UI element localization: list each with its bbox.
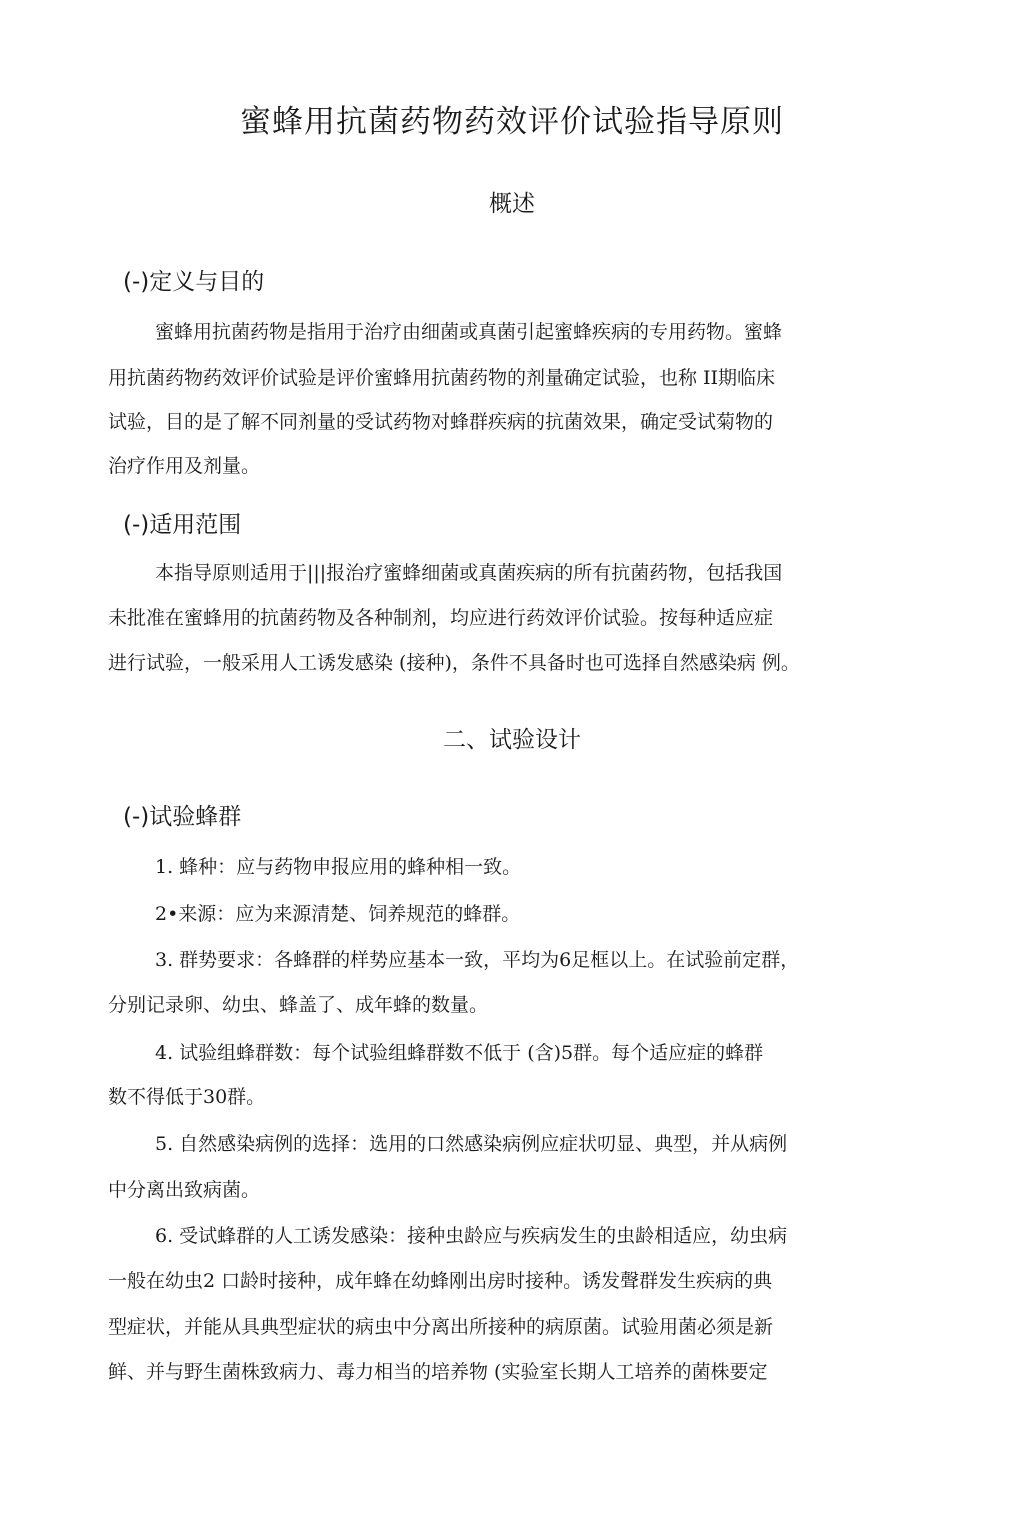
paragraph-line: 治疗作用及剂量。 [108, 455, 261, 477]
list-item-continuation: 数不得低于30群。 [108, 1086, 266, 1108]
section-overview-title: 概述 [489, 191, 535, 217]
paragraph-line: 蜜蜂用抗菌药物是指用于治疗由细菌或真菌引起蜜蜂疾病的专用药物。蜜蜂 [155, 321, 783, 343]
heading-scope: (-)适用范围 [123, 512, 242, 538]
paragraph-line: 本指导原则适用于|||报治疗蜜蜂细菌或真菌疾病的所有抗菌药物，包括我国 [155, 562, 783, 584]
list-item-continuation: 型症状，并能从具典型症状的病虫中分离出所接种的病原菌。试验用菌必须是新 [108, 1316, 774, 1338]
list-item: 2•来源：应为来源清楚、饲养规范的蜂群。 [155, 903, 521, 925]
list-item: 5. 自然感染病例的选择：选用的口然感染病例应症状叨显、典型，并从病例 [155, 1133, 788, 1155]
list-item: 1. 蜂种：应与药物申报应用的蜂种相一致。 [155, 856, 522, 878]
paragraph-line: 用抗菌药物药效评价试验是评价蜜蜂用抗菌药物的剂量确定试验，也称 II期临床 [108, 367, 776, 389]
paragraph-line: 进行试验，一般采用人工诱发感染 (接种)，条件不具备时也可选择自然感染病 例。 [108, 652, 800, 674]
list-item: 3. 群势要求：各蜂群的样势应基本一致，平均为6足框以上。在试验前定群， [155, 949, 800, 971]
list-item-continuation: 分别记录卵、幼虫、蜂盖了、成年蜂的数量。 [108, 994, 489, 1016]
list-item: 6. 受试蜂群的人工诱发感染：接种虫龄应与疾病发生的虫龄相适应，幼虫病 [155, 1225, 788, 1247]
heading-colonies: (-)试验蜂群 [123, 804, 242, 830]
list-item-continuation: 鲜、并与野生菌株致病力、毒力相当的培养物 (实验室长期人工培养的菌株要定 [108, 1361, 768, 1383]
list-item: 4. 试验组蜂群数：每个试验组蜂群数不低于 (含)5群。每个适应症的蜂群 [155, 1042, 764, 1064]
list-item-continuation: 一般在幼虫2 口龄时接种，成年蜂在幼蜂刚出房时接种。诱发聲群发生疾病的典 [108, 1270, 773, 1292]
section-design-title: 二、试验设计 [443, 727, 581, 753]
paragraph-line: 试验，目的是了解不同剂量的受试药物对蜂群疾病的抗菌效果，确定受试菊物的 [108, 411, 774, 433]
list-item-continuation: 中分离出致病菌。 [108, 1179, 261, 1201]
paragraph-line: 未批准在蜜蜂用的抗菌药物及各种制剂，均应进行药效评价试验。按每种适应症 [108, 607, 774, 629]
heading-definition: (-)定义与目的 [123, 269, 265, 295]
document-title: 蜜蜂用抗菌药物药效评价试验指导原则 [240, 104, 784, 140]
